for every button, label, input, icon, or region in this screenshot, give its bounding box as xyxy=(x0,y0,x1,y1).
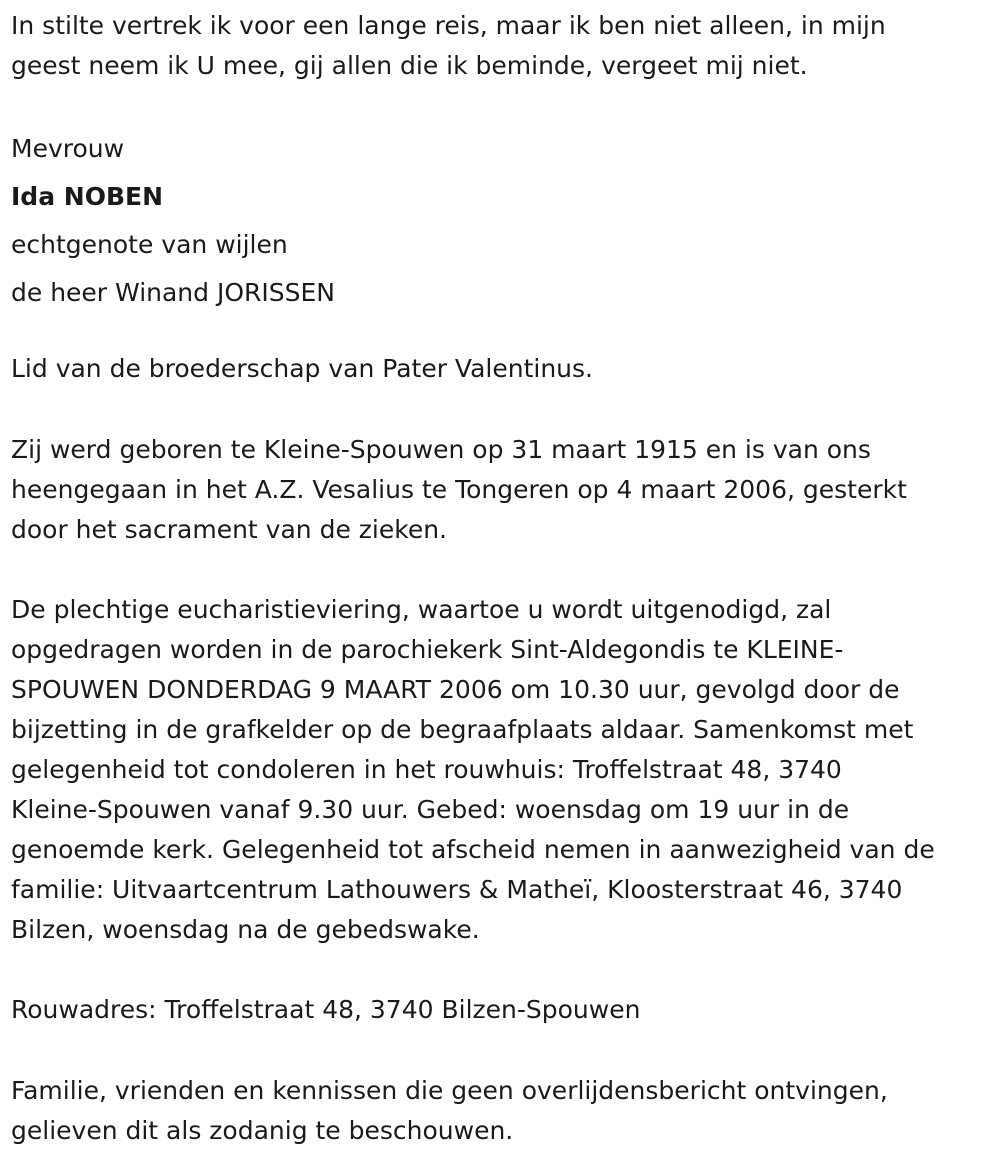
address-line: Rouwadres: Troffelstraat 48, 3740 Bilzen-Spouwen xyxy=(11,995,641,1024)
membership-text xyxy=(11,349,593,389)
honorific: Mevrouw xyxy=(11,134,125,163)
notice-line: gelieven dit als zodanig te beschouwen. xyxy=(11,1116,514,1145)
intro-line: geest neem ik U mee, gij allen die ik beminde, vergeet mij niet. xyxy=(11,51,808,80)
membership-line: Lid van de broederschap van Pater Valentinus. xyxy=(11,354,593,383)
ceremony-line: Kleine-Spouwen vanaf 9.30 uur. Gebed: woensdag om 19 uur in de xyxy=(11,795,850,824)
ceremony-line: SPOUWEN DONDERDAG 9 MAART 2006 om 10.30 uur, gevolgd door de xyxy=(11,675,900,704)
ceremony-details xyxy=(11,590,935,950)
notice-line: Familie, vrienden en kennissen die geen overlijdensbericht ontvingen, xyxy=(11,1076,888,1105)
mourning-address xyxy=(11,990,640,1030)
birth-death-details xyxy=(11,430,907,550)
ceremony-line: bijzetting in de grafkelder op de begraafplaats aldaar. Samenkomst met xyxy=(11,715,914,744)
closing-notice xyxy=(11,1071,888,1151)
ceremony-line: gelegenheid tot condoleren in het rouwhuis: Troffelstraat 48, 3740 xyxy=(11,755,842,784)
ceremony-line: Bilzen, woensdag na de gebedswake. xyxy=(11,915,480,944)
deceased-identity xyxy=(11,125,335,317)
intro-line: In stilte vertrek ik voor een lange reis, maar ik ben niet alleen, in mijn xyxy=(11,11,886,40)
birth-line: Zij werd geboren te Kleine-Spouwen op 31 maart 1915 en is van ons xyxy=(11,435,871,464)
deceased-name: Ida NOBEN xyxy=(11,182,164,211)
ceremony-line: De plechtige eucharistieviering, waartoe u wordt uitgenodigd, zal xyxy=(11,595,832,624)
ceremony-line: familie: Uitvaartcentrum Lathouwers & Matheï, Kloosterstraat 46, 3740 xyxy=(11,875,903,904)
birth-line: door het sacrament van de zieken. xyxy=(11,515,447,544)
ceremony-line: opgedragen worden in de parochiekerk Sint-Aldegondis te KLEINE- xyxy=(11,635,844,664)
birth-line: heengegaan in het A.Z. Vesalius te Tongeren op 4 maart 2006, gesterkt xyxy=(11,475,907,504)
intro-poem xyxy=(11,6,886,86)
ceremony-line: genoemde kerk. Gelegenheid tot afscheid nemen in aanwezigheid van de xyxy=(11,835,935,864)
relation-text: echtgenote van wijlen xyxy=(11,230,288,259)
spouse-name: de heer Winand JORISSEN xyxy=(11,278,335,307)
